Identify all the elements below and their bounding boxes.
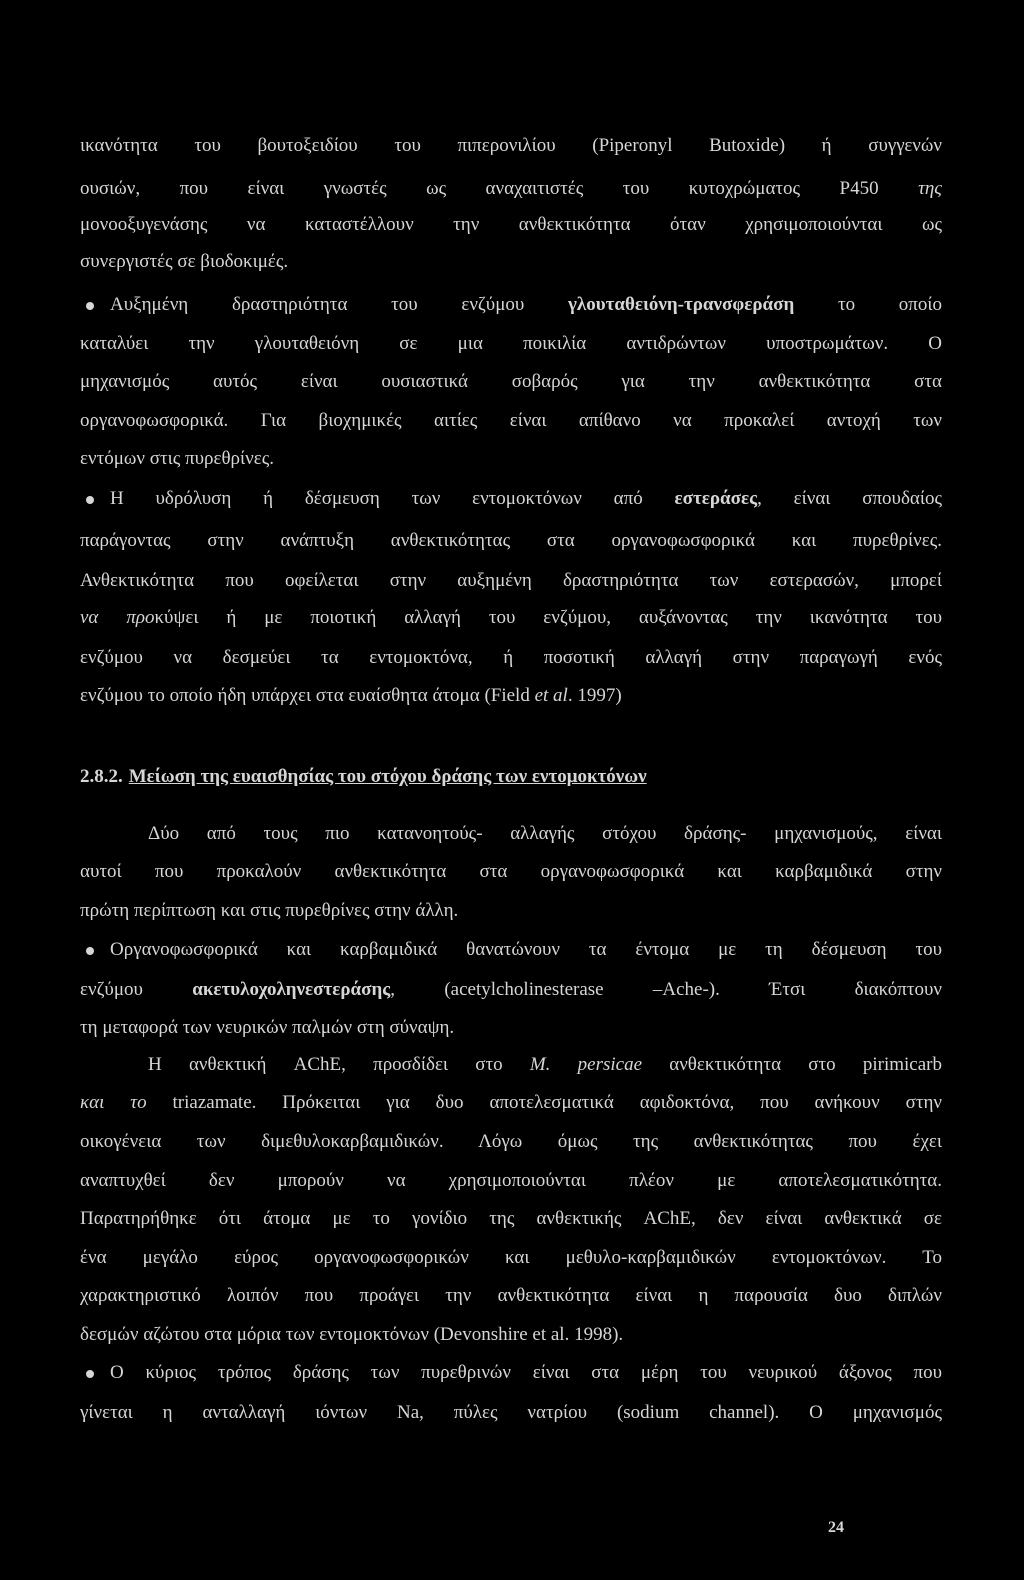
paragraph-line: αναπτυχθεί δεν μπορούν να χρησιμοποιούνται πλέον με αποτελεσματικότητα. bbox=[80, 1170, 942, 1191]
bullet-icon bbox=[86, 302, 94, 310]
bullet-line: Ο κύριος τρόπος δράσης των πυρεθρινών είναι στα μέρη του νευρικού άξονος που bbox=[110, 1362, 942, 1383]
paragraph-line: συνεργιστές σε βιοδοκιμές. bbox=[80, 251, 289, 272]
bullet-line: Ανθεκτικότητα που οφείλεται στην αυξημένη δραστηριότητα των εστερασών, μπορεί bbox=[80, 570, 942, 591]
bullet-icon bbox=[86, 1370, 94, 1378]
bullet-line: τη μεταφορά των νευρικών παλμών στη σύναψη. bbox=[80, 1017, 455, 1038]
paragraph-line: Παρατηρήθηκε ότι άτομα με το γονίδιο της ανθεκτικής AChE, δεν είναι ανθεκτικά σε bbox=[80, 1208, 942, 1229]
bullet-line: παράγοντας στην ανάπτυξη ανθεκτικότητας στα οργανοφωσφορικά και πυρεθρίνες. bbox=[80, 530, 942, 551]
bullet-line: να προκύψει ή με ποιοτική αλλαγή του ενζύμου, αυξάνοντας την ικανότητα του bbox=[80, 607, 943, 628]
section-title: Μείωση της ευαισθησίας του στόχου δράσης των εντομοκτόνων bbox=[128, 766, 647, 787]
bullet-line: Η υδρόλυση ή δέσμευση των εντομοκτόνων από εστεράσες, είναι σπουδαίος bbox=[110, 488, 942, 509]
section-heading bbox=[80, 762, 647, 792]
bullet-line: καταλύει την γλουταθειόνη σε μια ποικιλία αντιδρώντων υποστρωμάτων. Ο bbox=[80, 333, 942, 354]
paragraph-line: μονοοξυγενάσης να καταστέλλουν την ανθεκτικότητα όταν χρησιμοποιούνται ως bbox=[80, 214, 942, 235]
paragraph-line: οικογένεια των διμεθυλοκαρβαμιδικών. Λόγω όμως της ανθεκτικότητας που έχει bbox=[80, 1131, 942, 1152]
paragraph-line: ένα μεγάλο εύρος οργανοφωσφορικών και μεθυλο-καρβαμιδικών εντομοκτόνων. Το bbox=[80, 1247, 942, 1268]
bullet-icon bbox=[86, 947, 94, 955]
section-number: 2.8.2. bbox=[80, 766, 123, 787]
paragraph-line: δεσμών αζώτου στα μόρια των εντομοκτόνων (Devonshire et al. 1998). bbox=[80, 1324, 624, 1345]
paragraph-line: χαρακτηριστικό λοιπόν που προάγει την ανθεκτικότητα είναι η παρουσία δυο διπλών bbox=[80, 1285, 942, 1306]
bullet-line: μηχανισμός αυτός είναι ουσιαστικά σοβαρός για την ανθεκτικότητα στα bbox=[80, 371, 942, 392]
paragraph-line: Η ανθεκτική AChE, προσδίδει στο M. persicae ανθεκτικότητα στο pirimicarb bbox=[148, 1054, 942, 1075]
bullet-line: γίνεται η ανταλλαγή ιόντων Na, πύλες νατρίου (sodium channel). Ο μηχανισμός bbox=[80, 1402, 942, 1423]
bullet-icon bbox=[86, 496, 94, 504]
page-number: 24 bbox=[828, 1519, 844, 1536]
paragraph-line: Δύο από τους πιο κατανοητούς- αλλαγής στόχου δράσης- μηχανισμούς, είναι bbox=[148, 823, 942, 844]
bullet-line: ενζύμου ακετυλοχοληνεστεράσης, (acetylcholinesterase –Ache-). Έτσι διακόπτουν bbox=[80, 979, 943, 1000]
bullet-line: ενζύμου να δεσμεύει τα εντομοκτόνα, ή ποσοτική αλλαγή στην παραγωγή ενός bbox=[80, 647, 942, 668]
bullet-line: ενζύμου το οποίο ήδη υπάρχει στα ευαίσθητα άτομα (Field et al. 1997) bbox=[80, 685, 622, 706]
bullet-line: εντόμων στις πυρεθρίνες. bbox=[80, 448, 274, 469]
bullet-line: οργανοφωσφορικά. Για βιοχημικές αιτίες είναι απίθανο να προκαλεί αντοχή των bbox=[80, 410, 942, 431]
paragraph-line: ικανότητα του βουτοξειδίου του πιπερονιλίου (Piperonyl Butoxide) ή συγγενών bbox=[80, 135, 942, 156]
paragraph-line: ουσιών, που είναι γνωστές ως αναχαιτιστές του κυτοχρώματος P450 της bbox=[80, 178, 942, 199]
paragraph-line: πρώτη περίπτωση και στις πυρεθρίνες στην άλλη. bbox=[80, 900, 459, 921]
paragraph-line: αυτοί που προκαλούν ανθεκτικότητα στα οργανοφωσφορικά και καρβαμιδικά στην bbox=[80, 861, 942, 882]
paragraph-line: και το triazamate. Πρόκειται για δυο αποτελεσματικά αφιδοκτόνα, που ανήκουν στην bbox=[80, 1092, 943, 1113]
bullet-line: Αυξημένη δραστηριότητα του ενζύμου γλουταθειόνη-τρανσφεράση το οποίο bbox=[110, 294, 943, 315]
bullet-line: Οργανοφωσφορικά και καρβαμιδικά θανατώνουν τα έντομα με τη δέσμευση του bbox=[110, 939, 942, 960]
